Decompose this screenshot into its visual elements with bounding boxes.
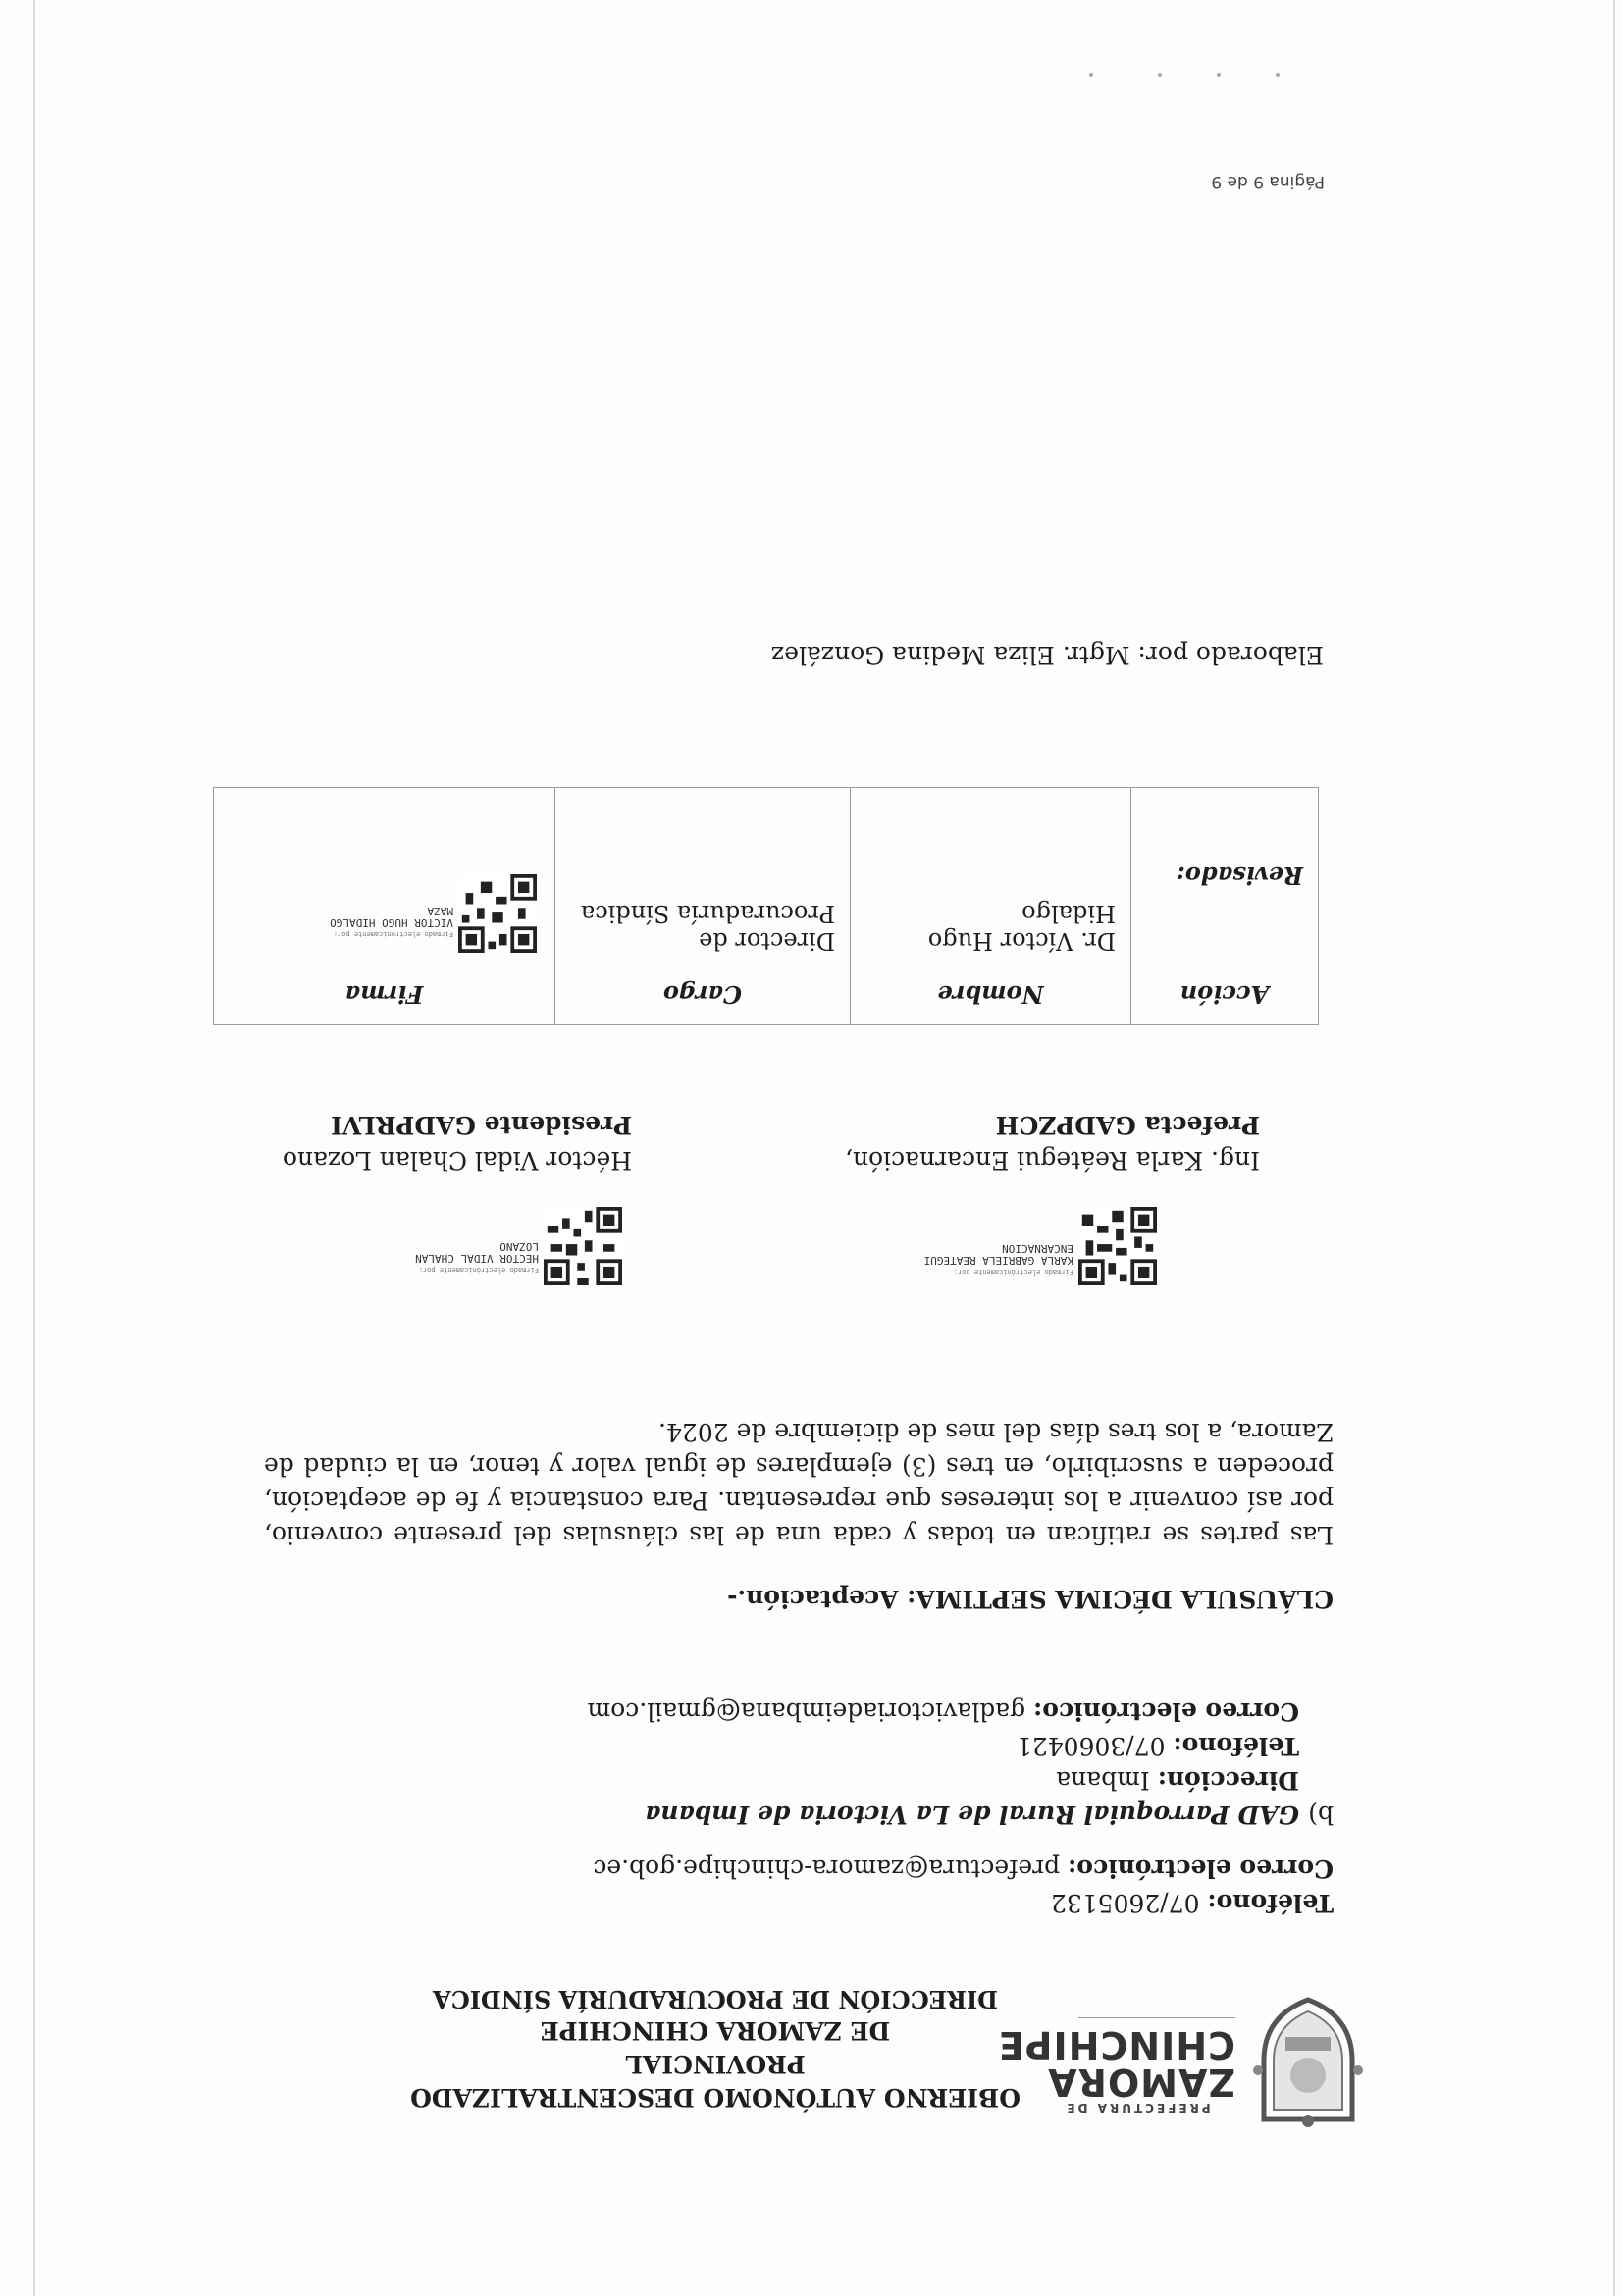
party-b-phone xyxy=(230,1729,1299,1763)
header-name: Nombre xyxy=(851,965,1131,1025)
header-signature: Firma xyxy=(214,965,555,1025)
signature-stamp-caption xyxy=(907,1242,1073,1278)
clause-title: CLÁUSULA DÉCIMA SEPTIMA: Aceptación.- xyxy=(727,1585,1334,1613)
list-marker: b) xyxy=(1308,1800,1334,1829)
party-b-name: GAD Parroquial Rural de La Victoria de Imbana xyxy=(645,1800,1299,1829)
phone-label: Teléfono: xyxy=(1207,1889,1334,1917)
clause-body: Las partes se ratifican en todas y cada una de las cláusulas del presente convenio, por así convenir a los intereses que representan. Para constancia y fe de aceptación, proceden a suscribirlo, en tres (3) ejemplares de igual valor y tenor, en la ciudad de Zamora, a los tres días del mes de diciembre de 2024. xyxy=(264,1418,1334,1549)
cell-role: Director de Procuraduría Síndica xyxy=(555,788,851,965)
email-value: gadlavictoriadeimbana@gmail.com xyxy=(587,1697,1034,1726)
scan-edge-right xyxy=(33,0,35,2296)
cell-action: Revisado: xyxy=(1131,788,1319,965)
page-number: Página 9 de 9 xyxy=(1211,172,1325,191)
address-label: Dirección: xyxy=(1157,1766,1299,1795)
stamp-name: KARLA GABRIELA REATEGUI ENCARNACION xyxy=(923,1242,1073,1267)
brand-line-1: ZAMORA xyxy=(1047,2061,1235,2104)
phone-value: 07/2605132 xyxy=(1050,1889,1208,1917)
email-value: prefectura@zamora-chinchipe.gob.ec xyxy=(593,1854,1069,1883)
party-a-phone xyxy=(264,1886,1334,1920)
signatory-name: Ing. Karla Reátegui Encarnación, xyxy=(845,1146,1260,1174)
party-b-heading xyxy=(264,1798,1334,1832)
header-role: Cargo xyxy=(555,965,851,1025)
email-label: Correo electrónico: xyxy=(1033,1697,1299,1726)
stamp-name: HECTOR VIDAL CHALAN LOZANO xyxy=(415,1240,539,1265)
prefecture-seal-logo xyxy=(1244,1992,1372,2129)
cell-signature xyxy=(214,788,555,965)
stamp-note: Firmado electrónicamente por: xyxy=(333,930,453,938)
table-row xyxy=(214,788,1319,965)
department-title: DIRECCIÓN DE PROCURADURÍA SÍNDICA xyxy=(433,1985,999,2013)
brand-prefix: PREFECTURA DE xyxy=(1064,2101,1211,2114)
signatory-role: Presidente GADPRLVI xyxy=(331,1111,632,1139)
elaborated-by: Elaborado por: Mgtr. Eliza Medina González xyxy=(771,641,1324,669)
address-value: Imbana xyxy=(1056,1766,1158,1795)
stamp-name: VICTOR HUGO HIDALGO MAZA xyxy=(330,905,453,929)
signatory-left xyxy=(845,1107,1260,1177)
signatory-role: Prefecta GADPZCH xyxy=(995,1111,1260,1139)
scan-edge-left xyxy=(1613,0,1615,2296)
party-b-email xyxy=(230,1695,1299,1729)
signature-qr-code xyxy=(544,1207,622,1285)
review-table xyxy=(213,787,1319,1025)
email-label: Correo electrónico: xyxy=(1068,1854,1334,1883)
signatory-right xyxy=(283,1107,632,1177)
signatory-name: Héctor Vidal Chalan Lozano xyxy=(282,1146,632,1174)
header-action: Acción xyxy=(1131,965,1319,1025)
phone-value: 07/3060421 xyxy=(1016,1732,1174,1760)
org-line-1: OBIERNO AUTÓNOMO DESCENTRALIZADO PROVINCIAL xyxy=(410,2050,1021,2112)
scan-speck xyxy=(1089,73,1093,77)
party-b-address xyxy=(230,1763,1299,1798)
organization-title xyxy=(342,2013,1088,2113)
signature-qr-code xyxy=(458,874,537,953)
scan-speck xyxy=(1158,73,1162,77)
stamp-note: Firmado electrónicamente por: xyxy=(418,1266,539,1274)
table-header-row xyxy=(214,965,1319,1025)
scan-speck xyxy=(1276,73,1280,77)
org-line-2: DE ZAMORA CHINCHIPE xyxy=(540,2016,891,2045)
brand-underline xyxy=(1078,2017,1235,2018)
scan-speck xyxy=(1217,73,1221,77)
signature-stamp-caption xyxy=(306,905,453,940)
brand-line-2: CHINCHIPE xyxy=(997,2023,1235,2066)
cell-name: Dr. Víctor Hugo Hidalgo xyxy=(851,788,1131,965)
party-a-email xyxy=(264,1852,1334,1886)
stamp-note: Firmado electrónicamente por: xyxy=(953,1268,1073,1276)
signature-qr-code xyxy=(1078,1207,1157,1285)
phone-label: Teléfono: xyxy=(1173,1732,1299,1760)
signature-stamp-caption xyxy=(372,1240,539,1276)
